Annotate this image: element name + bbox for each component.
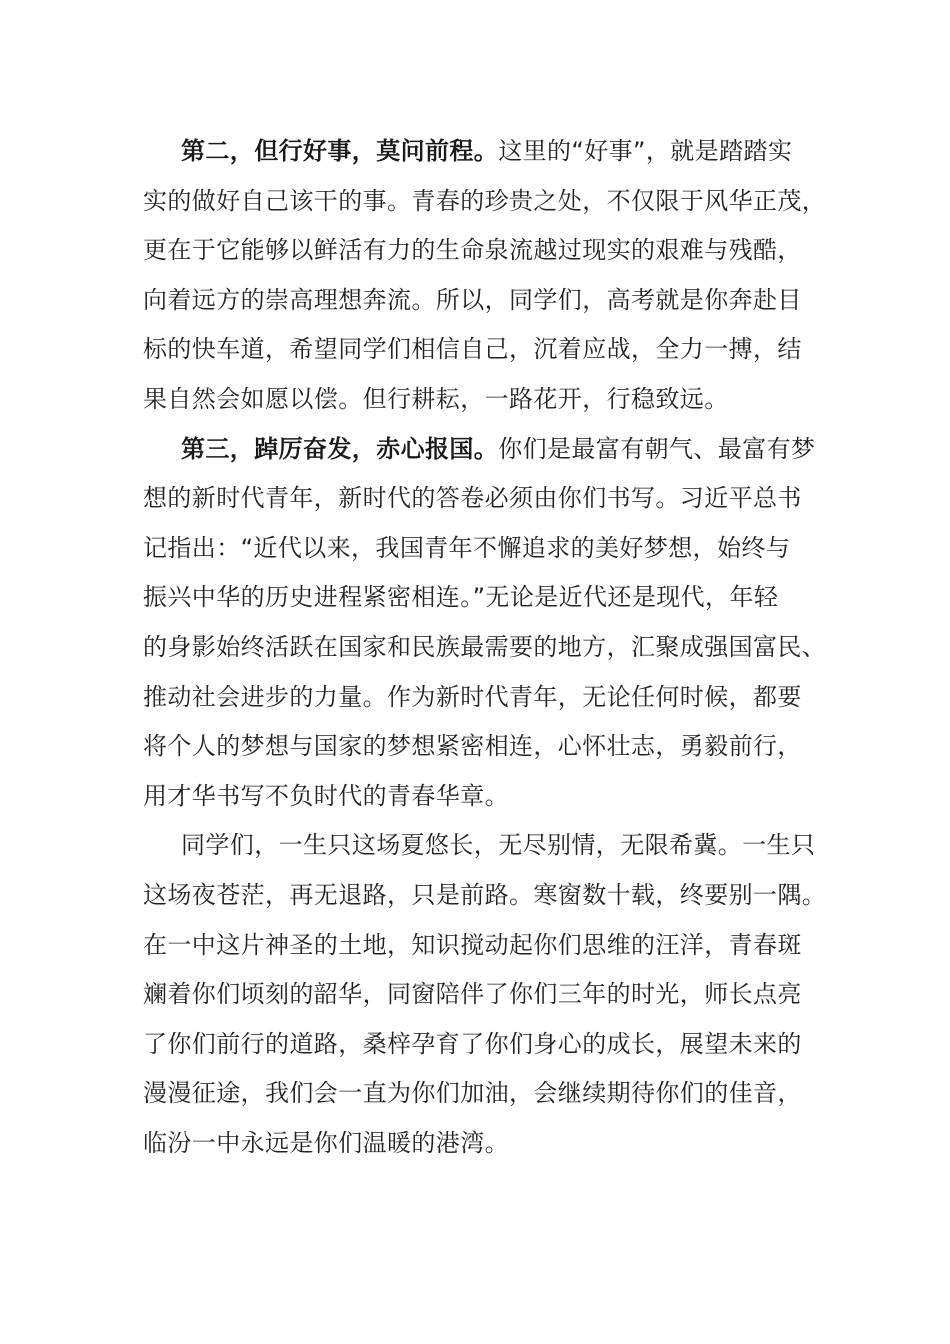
paragraph-line: 向着远方的崇高理想奔流。所以，同学们，高考就是你奔赴目 (143, 285, 802, 314)
paragraph-line: 临汾一中永远是你们温暖的港湾。 (143, 1128, 509, 1157)
paragraph-heading: 第二，但行好事，莫问前程。 (181, 137, 499, 165)
paragraph-line (143, 425, 816, 475)
paragraph-third-point (143, 425, 827, 822)
paragraph-line: 的身影始终活跃在国家和民族最需要的地方，汇聚成强国富民、 (143, 632, 827, 661)
paragraph-line: 漫漫征途，我们会一直为你们加油，会继续期待你们的佳音， (143, 1079, 802, 1108)
paragraph-line: 同学们，一生只这场夏悠长，无尽别情，无限希冀。一生只 (181, 831, 816, 860)
paragraph-second-point (143, 127, 827, 425)
paragraph-closing (143, 821, 827, 1168)
paragraph-line: 标的快车道，希望同学们相信自己，沉着应战，全力一搏，结 (143, 335, 802, 364)
paragraph-line: 这场夜苍茫，再无退路，只是前路。寒窗数十载，终要别一隅。 (143, 880, 827, 909)
paragraph-line: 在一中这片神圣的土地，知识搅动起你们思维的汪洋，青春斑 (143, 930, 802, 959)
paragraph-line: 实的做好自己该干的事。青春的珍贵之处，不仅限于风华正茂， (143, 186, 827, 215)
paragraph-line: 用才华书写不负时代的青春华章。 (143, 781, 509, 810)
paragraph-text: 你们是最富有朝气、最富有梦 (498, 434, 816, 463)
paragraph-line: 斓着你们顷刻的韶华，同窗陪伴了你们三年的时光，师长点亮 (143, 980, 802, 1009)
paragraph-line: 更在于它能够以鲜活有力的生命泉流越过现实的艰难与残酷， (143, 236, 802, 265)
document-body (143, 127, 827, 1168)
paragraph-line: 想的新时代青年，新时代的答卷必须由你们书写。习近平总书 (143, 484, 802, 513)
paragraph-line: 振兴中华的历史进程紧密相连。”无论是近代还是现代，年轻 (143, 583, 779, 612)
paragraph-text: 这里的“好事”，就是踏踏实 (498, 137, 793, 165)
paragraph-line (143, 127, 808, 177)
paragraph-line: 推动社会进步的力量。作为新时代青年，无论任何时候，都要 (143, 682, 802, 711)
paragraph-heading: 第三，踔厉奋发，赤心报国。 (181, 434, 499, 463)
paragraph-line: 了你们前行的道路，桑梓孕育了你们身心的成长，展望未来的 (143, 1029, 802, 1058)
paragraph-line: 果自然会如愿以偿。但行耕耘，一路花开，行稳致远。 (143, 384, 729, 413)
paragraph-line: 记指出：“近代以来，我国青年不懈追求的美好梦想，始终与 (143, 533, 791, 562)
paragraph-line: 将个人的梦想与国家的梦想紧密相连，心怀壮志，勇毅前行， (143, 732, 802, 761)
